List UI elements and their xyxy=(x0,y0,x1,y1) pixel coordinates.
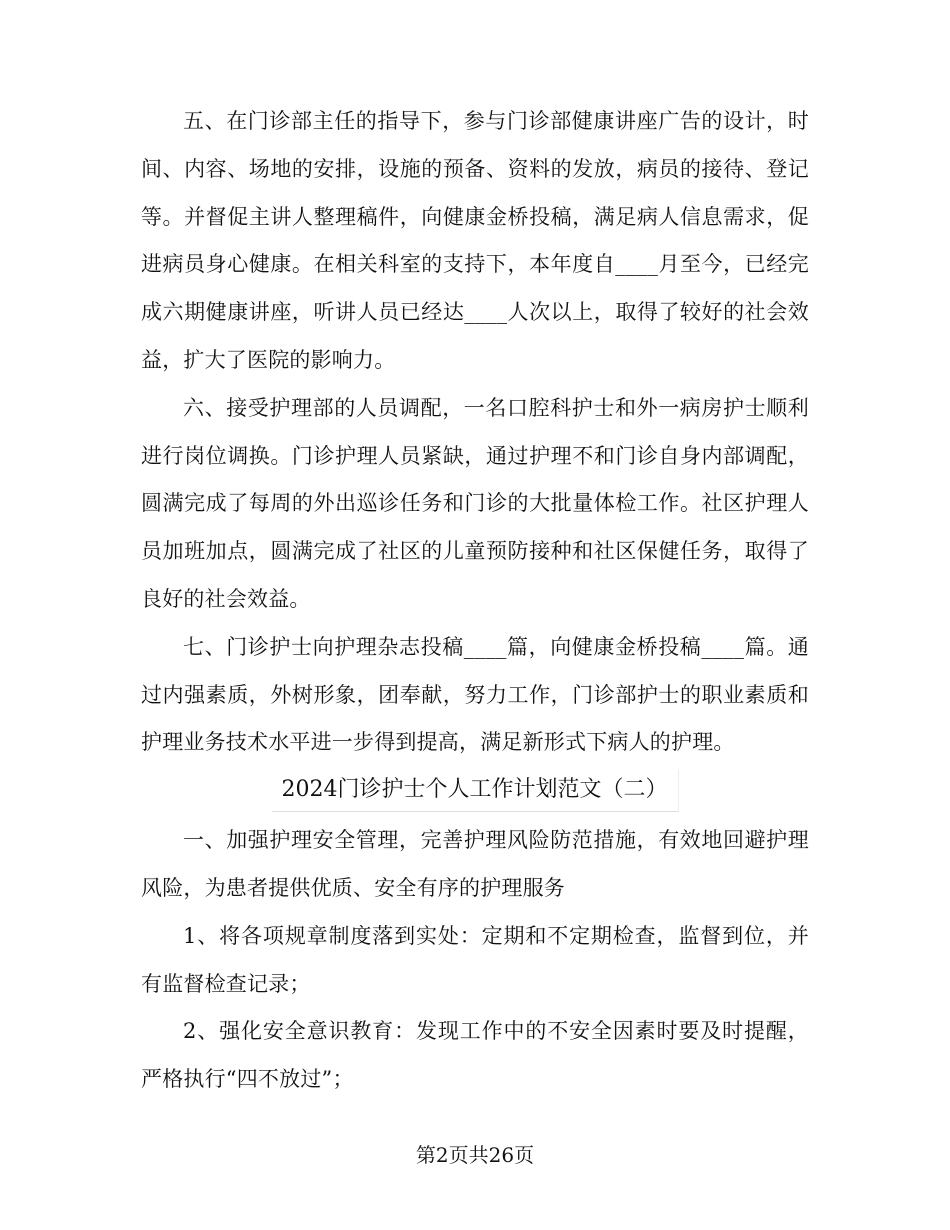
section-heading-wrap xyxy=(141,767,809,817)
paragraph-plan-1-1: 1、将各项规章制度落到实处：定期和不定期检查，监督到位，并有监督检查记录； xyxy=(141,923,809,996)
document-body xyxy=(141,98,809,1104)
page-number-footer: 第2页共26页 xyxy=(415,1143,535,1167)
paragraph-item-7: 七、门诊护士向护理杂志投稿____篇，向健康金桥投稿____篇。通过内强素质，外树形象，团奉献，努力工作，门诊部护士的职业素质和护理业务技术水平进一步得到提高，满足新形式下病人的护理。 xyxy=(141,634,809,755)
section-title: 2024门诊护士个人工作计划范文（二） xyxy=(272,769,679,812)
paragraph-item-6: 六、接受护理部的人员调配，一名口腔科护士和外一病房护士顺利进行岗位调换。门诊护理人员紧缺，通过护理不和门诊自身内部调配，圆满完成了每周的外出巡诊任务和门诊的大批量体检工作。社区护理人员加班加点，圆满完成了社区的儿童预防接种和社区保健任务，取得了良好的社会效益。 xyxy=(141,395,809,611)
paragraph-plan-1: 一、加强护理安全管理，完善护理风险防范措施，有效地回避护理风险，为患者提供优质、安全有序的护理服务 xyxy=(141,828,809,900)
paragraph-item-5: 五、在门诊部主任的指导下，参与门诊部健康讲座广告的设计，时间、内容、场地的安排，设施的预备、资料的发放，病员的接待、登记等。并督促主讲人整理稿件，向健康金桥投稿，满足病人信息需求，促进病员身心健康。在相关科室的支持下，本年度自____月至今，已经完成六期健康讲座，听讲人员已经达____人次以上，取得了较好的社会效益，扩大了医院的影响力。 xyxy=(141,109,809,372)
paragraph-plan-1-2: 2、强化安全意识教育：发现工作中的不安全因素时要及时提醒，严格执行“四不放过”； xyxy=(141,1019,809,1092)
